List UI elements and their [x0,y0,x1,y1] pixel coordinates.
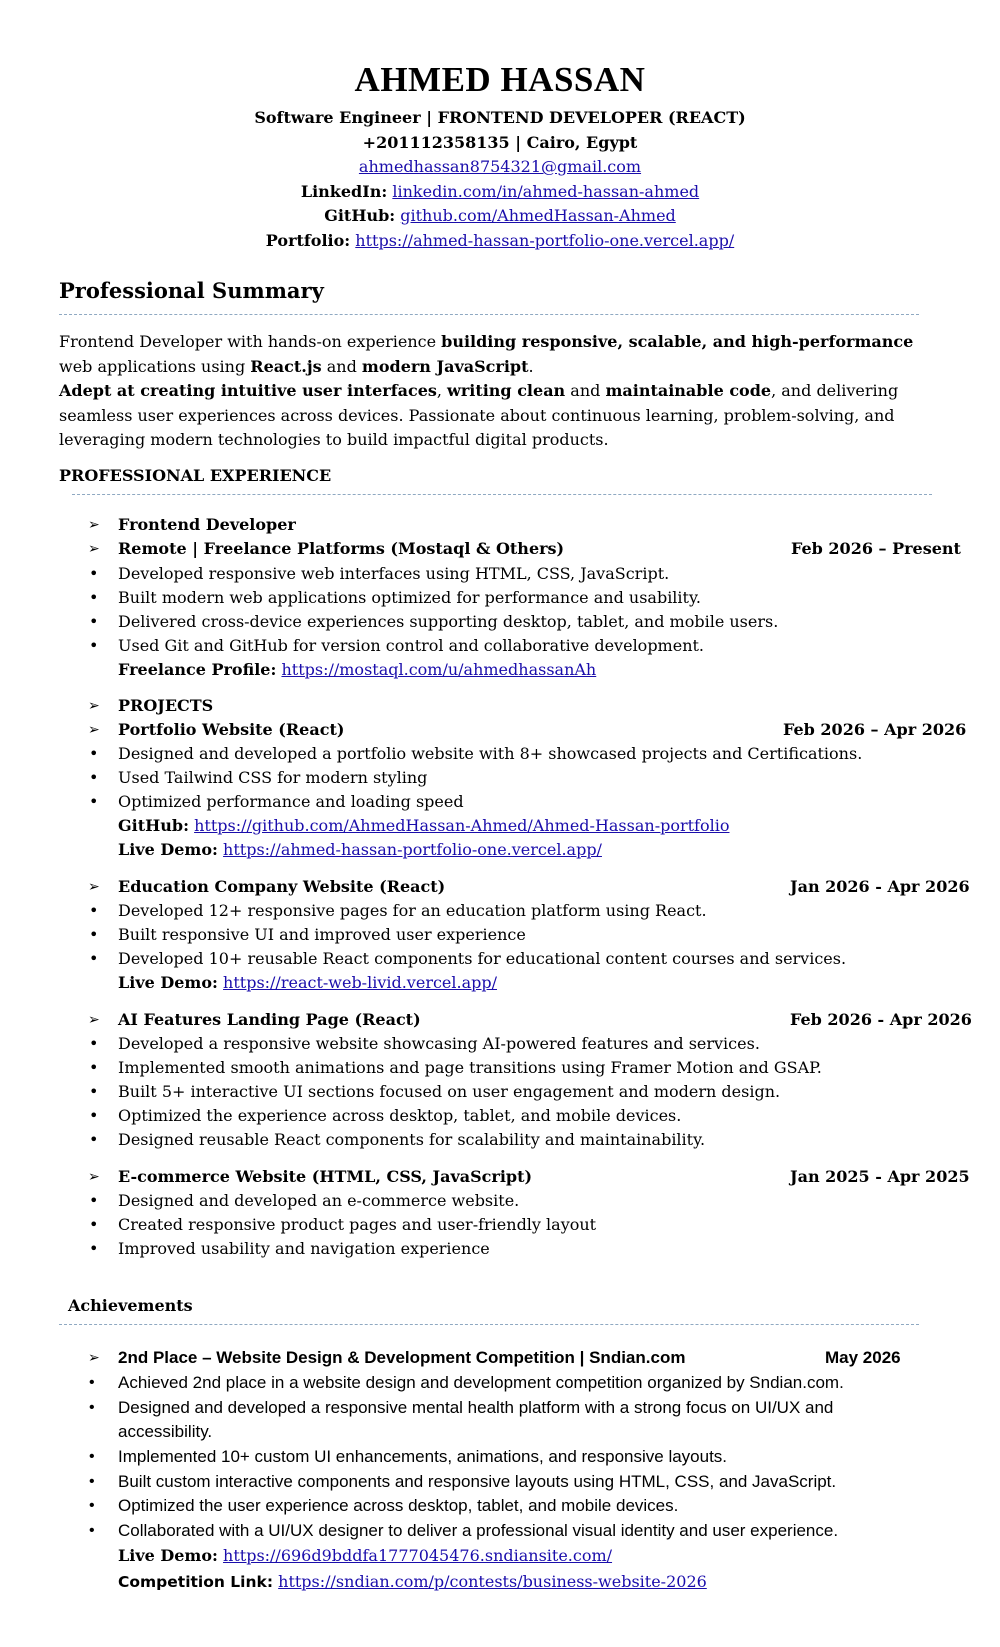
achievement-date: May 2026 [825,1348,901,1367]
section-divider [59,1324,919,1325]
achievement-title-row [88,1345,960,1370]
projects-heading: PROJECTS [118,696,214,715]
bullet-icon: • [89,1399,95,1416]
summary-heading: Professional Summary [59,278,324,303]
project-github-link[interactable]: https://github.com/AhmedHassan-Ahmed/Ahmed-Hassan-portfolio [194,816,730,835]
section-divider [59,314,919,315]
contact-phone-location: +201112358135 | Cairo, Egypt [362,132,638,152]
experience-heading: PROFESSIONAL EXPERIENCE [59,466,332,485]
bullet-icon: • [89,1058,99,1077]
list-item: • Optimized the user experience across desktop, tablet, and mobile devices. [88,1493,960,1518]
project-demo-link[interactable]: https://ahmed-hassan-portfolio-one.vercel.app/ [223,840,602,859]
list-item: • Created responsive product pages and user-friendly layout [88,1213,960,1237]
list-item: • Designed and developed an e-commerce website. [88,1189,960,1213]
experience-company-row [88,537,960,561]
bullet-icon: • [89,1374,95,1391]
project-title-row: ➢ Education Company Website (React) Jan 2026 - Apr 2026 [88,875,960,899]
bullet-icon: • [89,768,99,787]
achievement-demo-row: Live Demo: https://696d9bddfa1777045476.sndiansite.com/ [118,1546,613,1565]
bullet-icon: • [89,1239,99,1258]
summary-text [59,330,949,453]
bullet-icon: • [89,1522,95,1539]
project-dates: Feb 2026 – Apr 2026 [783,720,967,739]
github-link[interactable]: github.com/AhmedHassan-Ahmed [400,206,676,225]
arrow-bullet-icon: ➢ [88,1349,100,1365]
project-demo-row: Live Demo: https://ahmed-hassan-portfolio-one.vercel.app/ [118,840,602,859]
list-item-continuation: accessibility. [118,1422,213,1441]
bullet-icon: • [89,612,99,631]
project-demo-link[interactable]: https://react-web-livid.vercel.app/ [223,973,498,992]
bullet-icon: • [89,1130,99,1149]
resume-header [0,60,1000,253]
bullet-icon: • [89,792,99,811]
list-item: • Developed a responsive website showcasing AI-powered features and services. [88,1032,960,1056]
arrow-bullet-icon: ➢ [88,879,100,895]
freelance-profile-link[interactable]: https://mostaql.com/u/ahmedhassanAh [281,660,597,679]
summary-paragraph-1: Frontend Developer with hands-on experience building responsive, scalable, and high-performance web applications using React.js and modern JavaScript. [59,332,914,376]
bullet-icon: • [89,1191,99,1210]
list-item: • Used Tailwind CSS for modern styling [88,766,960,790]
bullet-icon: • [89,1473,95,1490]
bullet-icon: • [89,901,99,920]
experience-company: Remote | Freelance Platforms (Mostaql & Others) [118,539,565,558]
project-dates: Jan 2026 - Apr 2026 [790,877,970,896]
bullet-icon: • [89,1497,95,1514]
linkedin-label: LinkedIn: [300,181,388,201]
bullet-icon: • [89,1215,99,1234]
portfolio-link[interactable]: https://ahmed-hassan-portfolio-one.vercel.app/ [355,230,735,250]
list-item: • Developed 12+ responsive pages for an education platform using React. [88,899,960,923]
list-item: • Achieved 2nd place in a website design and development competition organized by Sndian.com. [88,1370,960,1395]
project-github-row: GitHub: https://github.com/AhmedHassan-Ahmed/Ahmed-Hassan-portfolio [118,816,730,835]
list-item: • Implemented smooth animations and page transitions using Framer Motion and GSAP. [88,1056,960,1080]
bullet-icon: • [89,588,99,607]
list-item: • Built modern web applications optimized for performance and usability. [88,586,960,610]
bullet-icon: • [89,1082,99,1101]
list-item: • Optimized the experience across desktop, tablet, and mobile devices. [88,1104,960,1128]
projects-heading-row [88,694,960,718]
list-item: • Delivered cross-device experiences supporting desktop, tablet, and mobile users. [88,610,960,634]
project-title-row: ➢ Portfolio Website (React) Feb 2026 – Apr 2026 [88,718,960,742]
list-item: • Built responsive UI and improved user experience [88,923,960,947]
project-dates: Jan 2025 - Apr 2025 [790,1167,970,1186]
list-item: • Built custom interactive components and responsive layouts using HTML, CSS, and JavaScript. [88,1469,960,1494]
list-item: • Used Git and GitHub for version control and collaborative development. [88,634,960,658]
email-link[interactable]: ahmedhassan8754321@gmail.com [358,157,642,176]
freelance-profile-label: Freelance Profile: [118,660,277,679]
job-title: Software Engineer | FRONTEND DEVELOPER (REACT) [254,108,746,127]
project-title-row: ➢ E-commerce Website (HTML, CSS, JavaScript) Jan 2025 - Apr 2025 [88,1165,960,1189]
project-dates: Feb 2026 - Apr 2026 [790,1010,972,1029]
github-label: GitHub: [324,206,396,225]
experience-role: Frontend Developer [118,515,296,534]
arrow-bullet-icon: ➢ [88,1012,100,1028]
bullet-icon: • [89,1034,99,1053]
list-item: • Designed and developed a responsive mental health platform with a strong focus on UI/UX and [88,1395,960,1420]
arrow-bullet-icon: ➢ [88,1169,100,1185]
bullet-icon: • [89,949,99,968]
candidate-name: AHMED HASSAN [354,60,646,99]
bullet-icon: • [89,744,99,763]
list-item: • Developed 10+ reusable React components for educational content courses and services. [88,947,960,971]
list-item: • Collaborated with a UI/UX designer to deliver a professional visual identity and user experience. [88,1518,960,1543]
list-item: • Developed responsive web interfaces using HTML, CSS, JavaScript. [88,562,960,586]
arrow-bullet-icon: ➢ [88,698,100,714]
list-item: • Optimized performance and loading speed [88,790,960,814]
list-item: • Implemented 10+ custom UI enhancements, animations, and responsive layouts. [88,1444,960,1469]
project-demo-row: Live Demo: https://react-web-livid.vercel.app/ [118,973,498,992]
freelance-profile-row [88,658,960,682]
competition-link-row: Competition Link: https://sndian.com/p/contests/business-website-2026 [118,1572,707,1591]
achievement-demo-link[interactable]: https://696d9bddfa1777045476.sndiansite.com/ [223,1546,613,1565]
bullet-icon: • [89,564,99,583]
section-divider [72,494,932,495]
list-item: • Built 5+ interactive UI sections focused on user engagement and modern design. [88,1080,960,1104]
summary-paragraph-2: Adept at creating intuitive user interfaces, writing clean and maintainable code, and delivering seamless user experiences across devices. Passionate about continuous learning, problem-solving, and leveraging modern technologies to build impactful digital products. [59,381,899,449]
achievement-title: 2nd Place – Website Design & Development Competition | Sndian.com [118,1348,686,1367]
list-item: • Improved usability and navigation experience [88,1237,960,1261]
experience-role-row [88,513,960,537]
portfolio-label: Portfolio: [265,230,351,250]
bullet-icon: • [89,1448,95,1465]
arrow-bullet-icon: ➢ [88,722,100,738]
linkedin-link[interactable]: linkedin.com/in/ahmed-hassan-ahmed [392,181,700,201]
project-title-row: ➢ AI Features Landing Page (React) Feb 2026 - Apr 2026 [88,1008,960,1032]
arrow-bullet-icon: ➢ [88,541,100,557]
bullet-icon: • [89,1106,99,1125]
experience-dates: Feb 2026 – Present [791,539,961,558]
bullet-icon: • [89,636,99,655]
competition-link[interactable]: https://sndian.com/p/contests/business-website-2026 [278,1572,707,1591]
achievements-heading: Achievements [68,1296,193,1315]
list-item: • Designed and developed a portfolio website with 8+ showcased projects and Certifications. [88,742,960,766]
arrow-bullet-icon: ➢ [88,517,100,533]
bullet-icon: • [89,925,99,944]
list-item: • Designed reusable React components for scalability and maintainability. [88,1128,960,1152]
